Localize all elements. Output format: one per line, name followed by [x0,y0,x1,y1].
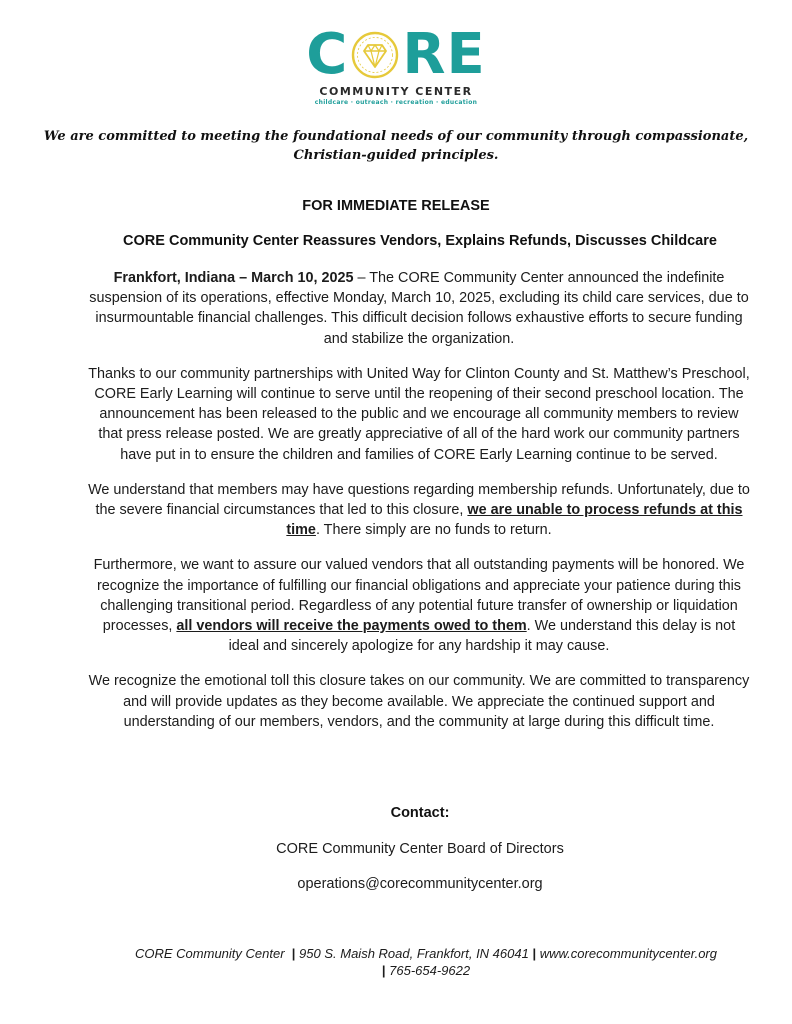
footer-org: CORE Community Center [135,946,285,961]
contact-email[interactable]: operations@corecommunitycenter.org [297,876,543,892]
logo-letters-re: RE [402,22,486,87]
press-headline: CORE Community Center Reassures Vendors, Explains Refunds, Discusses Childcare [123,233,717,249]
footer-website[interactable]: www.corecommunitycenter.org [539,946,717,961]
press-body [86,268,752,747]
paragraph-announcement [86,268,752,349]
logo-wordmark [306,22,486,87]
logo-subtitle: COMMUNITY CENTER [319,85,473,98]
footer-separator: | [291,946,296,961]
vendors-emphasis: all vendors will receive the payments owed to them [176,618,527,635]
refunds-emphasis: we are unable to process refunds at this time [286,502,743,539]
announcement-text: – The CORE Community Center announced the indefinite suspension of its operations, effective Monday, March 10, 2025, excluding its child care services, due to insurmountable financial challenges. This difficult decision follows exhaustive efforts to secure funding and stabilize the organization. [89,270,749,347]
vendors-text-after: . We understand this delay is not ideal and sincerely apologize for any hardship it may cause. [228,618,736,655]
contact-label: Contact: [390,805,450,821]
refunds-text-after: . There simply are no funds to return. [315,522,552,539]
footer-separator: | [532,946,537,961]
footer-separator: | [381,963,386,978]
contact-org: CORE Community Center Board of Directors [276,841,564,857]
core-logo [0,22,792,106]
release-label: FOR IMMEDIATE RELEASE [302,198,490,214]
paragraph-closing: We recognize the emotional toll this closure takes on our community. We are committed to transparency and will provide updates as they become available. We appreciate the continued support and understanding of our members, vendors, and the community at large during this difficult time. [88,673,750,730]
footer-phone: 765-654-9622 [389,963,471,978]
refunds-text-before: We understand that members may have questions regarding membership refunds. Unfortunately, due to the severe financial circumstances that led to this closure, [88,481,750,519]
footer-address: 950 S. Maish Road, Frankfort, IN 46041 [299,946,529,961]
dateline: Frankfort, Indiana – March 10, 2025 [113,270,354,286]
paragraph-childcare: Thanks to our community partnerships with United Way for Clinton County and St. Matthew’s Preschool, CORE Early Learning will continue to serve until the reopening of their second preschool location. The announcement has been released to the public and we encourage all community members to review that press release posted. We are greatly appreciative of all of the hard work our community partners have put in to ensure the children and families of CORE Early Learning continue to be served. [88,365,750,463]
paragraph-refunds [86,480,752,541]
paragraph-vendors [86,555,752,656]
diamond-circle-icon [350,30,400,80]
footer [96,945,756,979]
logo-tagline: childcare · outreach · recreation · education [314,99,478,106]
vendors-text-before: Furthermore, we want to assure our valued vendors that all outstanding payments will be honored. We recognize the importance of fulfilling our financial obligations and appreciate your patience during this challenging transitional period. Regardless of any potential future transfer of ownership or liquidation processes, [93,557,745,635]
logo-letter-c: C [306,22,349,87]
mission-statement: We are committed to meeting the foundational needs of our community through compassionate, Christian-guided principles. [43,129,749,163]
